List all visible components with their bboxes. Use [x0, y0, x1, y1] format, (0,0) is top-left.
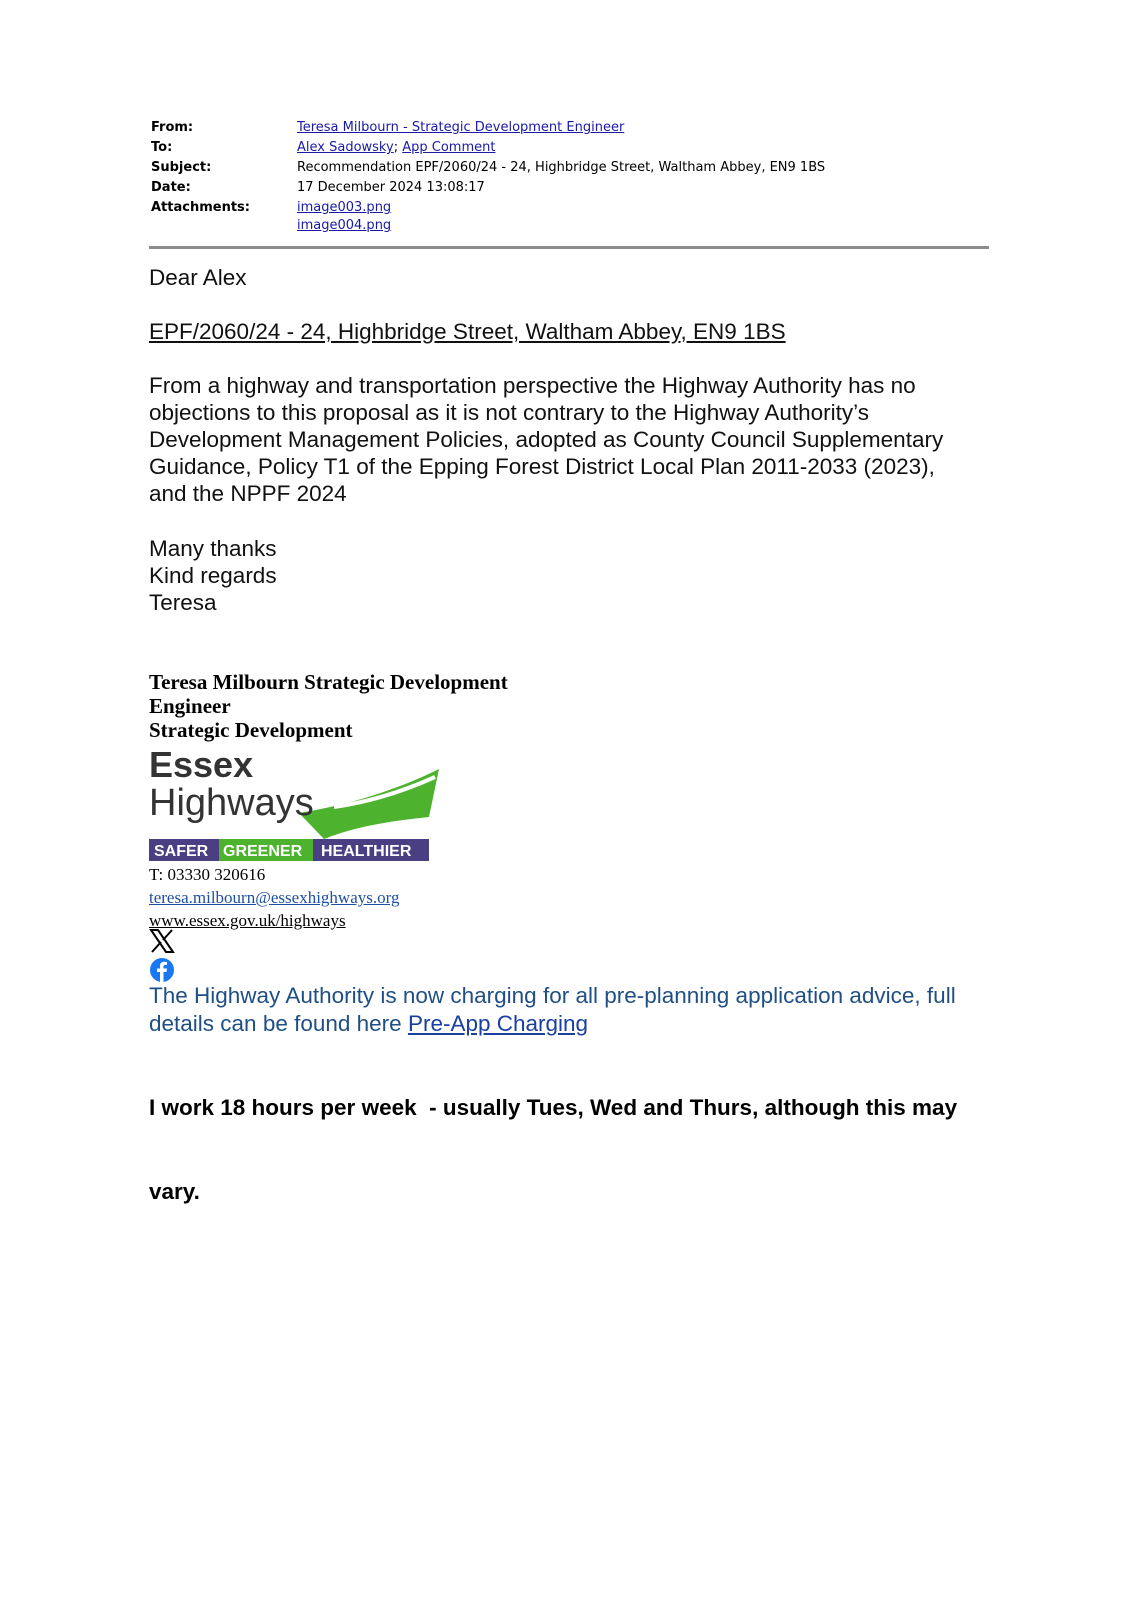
attachments-row — [151, 198, 991, 218]
logo-tag-healthier: HEALTHIER — [321, 843, 412, 860]
header-divider — [149, 246, 989, 249]
signature-line: Strategic Development — [149, 718, 353, 742]
paragraph-line: and the NPPF 2024 — [149, 481, 347, 506]
signoff-line: Many thanks — [149, 536, 277, 561]
signoff — [149, 535, 277, 616]
from-label: From: — [151, 120, 194, 135]
signature-name-block — [149, 670, 508, 742]
to-recipient-alex-link[interactable]: Alex Sadowsky — [297, 140, 394, 155]
logo-tag-safer: SAFER — [154, 843, 209, 860]
hours-line: vary. — [149, 1179, 200, 1204]
to-label: To: — [151, 140, 173, 155]
attachment-row-2 — [151, 218, 991, 236]
email-header — [151, 118, 991, 236]
logo-tag-greener: GREENER — [223, 843, 303, 860]
paragraph-line: objections to this proposal as it is not contrary to the Highway Authority’s — [149, 400, 869, 425]
logo-word-highways: Highways — [149, 782, 314, 824]
website-link[interactable]: www.essex.gov.uk/highways — [149, 911, 346, 930]
signoff-line: Kind regards — [149, 563, 277, 588]
signoff-line: Teresa — [149, 590, 217, 615]
recommendation-paragraph — [149, 372, 999, 507]
logo-road-swoosh — [299, 769, 439, 839]
planning-reference: EPF/2060/24 - 24, Highbridge Street, Waltham Abbey, EN9 1BS — [149, 319, 786, 344]
signature-line: Teresa Milbourn Strategic Development — [149, 670, 508, 694]
paragraph-line: Guidance, Policy T1 of the Epping Forest District Local Plan 2011-2033 (2023), — [149, 454, 935, 479]
pre-app-charging-notice — [149, 982, 1009, 1038]
working-hours-notice — [149, 1038, 1009, 1262]
subject-row — [151, 158, 991, 178]
attachment-link[interactable]: image004.png — [297, 218, 392, 233]
x-twitter-icon[interactable] — [149, 928, 175, 954]
hours-line: I work 18 hours per week - usually Tues, Wed and Thurs, although this may — [149, 1095, 958, 1120]
to-row — [151, 138, 991, 158]
signature-line: Engineer — [149, 694, 231, 718]
essex-highways-logo — [149, 747, 449, 865]
attachments-label: Attachments: — [151, 200, 250, 215]
date-value: 17 December 2024 13:08:17 — [297, 180, 485, 195]
charging-line-prefix: details can be found here — [149, 1011, 408, 1036]
logo-word-essex: Essex — [149, 747, 254, 785]
from-link[interactable]: Teresa Milbourn - Strategic Development Engineer — [297, 120, 625, 135]
paragraph-line: From a highway and transportation perspective the Highway Authority has no — [149, 373, 916, 398]
to-recipient-app-comment-link[interactable]: App Comment — [402, 140, 496, 155]
to-separator: ; — [393, 140, 399, 155]
phone-number: T: 03330 320616 — [149, 865, 266, 884]
date-label: Date: — [151, 180, 191, 195]
x-icon-cross — [152, 930, 172, 952]
pre-app-charging-link[interactable]: Pre-App Charging — [407, 1011, 589, 1036]
date-row — [151, 178, 991, 198]
contact-details — [149, 863, 399, 932]
email-link[interactable]: teresa.milbourn@essexhighways.org — [149, 888, 400, 907]
facebook-icon[interactable] — [149, 957, 175, 983]
from-row — [151, 118, 991, 138]
charging-line — [149, 1010, 1009, 1038]
attachment-link[interactable]: image003.png — [297, 200, 392, 215]
subject-value: Recommendation EPF/2060/24 - 24, Highbridge Street, Waltham Abbey, EN9 1BS — [297, 160, 826, 175]
paragraph-line: Development Management Policies, adopted as County Council Supplementary — [149, 427, 944, 452]
greeting: Dear Alex — [149, 265, 247, 290]
charging-line: The Highway Authority is now charging for all pre-planning application advice, full — [149, 983, 956, 1008]
subject-label: Subject: — [151, 160, 212, 175]
